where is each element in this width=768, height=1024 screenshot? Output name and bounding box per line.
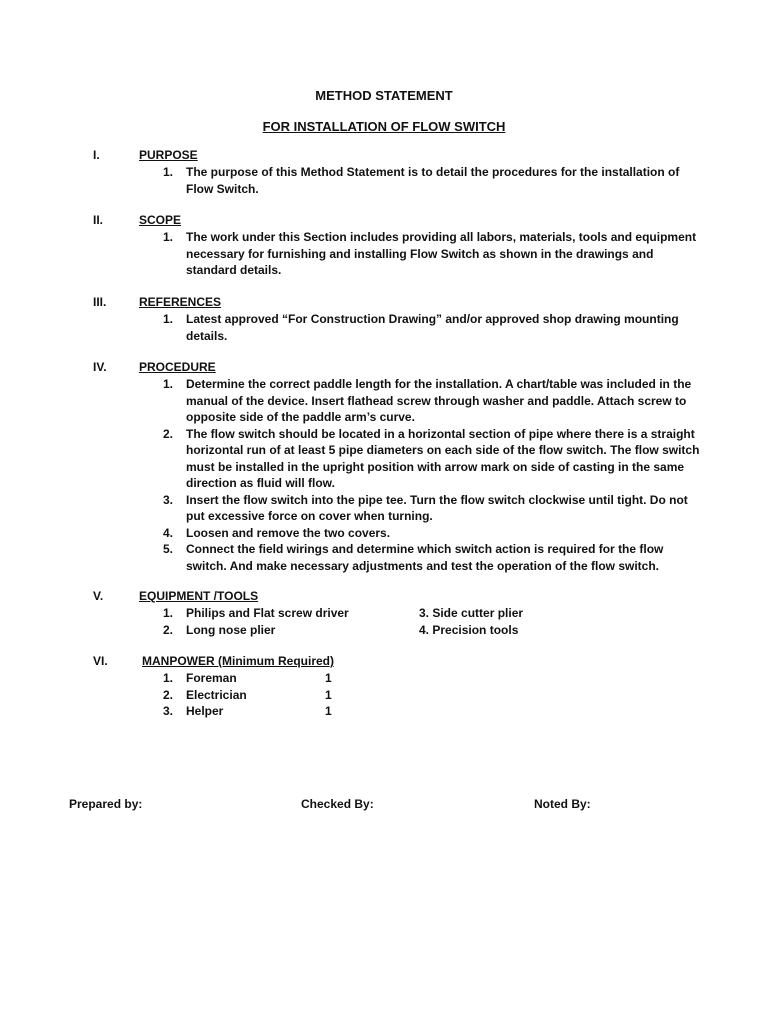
list-item [163, 492, 703, 525]
role-quantity: 1 [325, 671, 332, 685]
item-number: 2. [163, 687, 174, 702]
list-item [163, 525, 703, 542]
list-item [163, 376, 703, 426]
document-title: METHOD STATEMENT [315, 88, 453, 103]
item-number: 2. [163, 426, 174, 441]
section-number: III. [93, 295, 107, 309]
role-name: Helper [186, 704, 224, 718]
prepared-by-label: Prepared by: [69, 797, 143, 811]
role-name: Electrician [186, 687, 247, 702]
section-heading: PROCEDURE [139, 360, 216, 374]
item-text-right: 3. Side cutter plier [419, 606, 524, 620]
list-item [163, 426, 703, 492]
item-number: 1. [163, 377, 174, 391]
item-number: 4. [163, 525, 174, 540]
item-number: 1. [163, 230, 174, 244]
item-text: Latest approved “For Construction Drawing” and/or approved shop drawing mounting details. [186, 312, 679, 343]
checked-by-label: Checked By: [301, 797, 374, 811]
item-text: Long nose plier [186, 622, 276, 637]
list-item [163, 622, 703, 639]
role-name: Foreman [186, 671, 237, 685]
item-number: 5. [163, 542, 174, 556]
section-number: VI. [93, 654, 108, 668]
item-text: Insert the flow switch into the pipe tee. Turn the flow switch clockwise until tight. Do not put excessive force on cover when turning. [186, 492, 688, 523]
item-number: 1. [163, 671, 174, 685]
list-item [163, 541, 703, 574]
section-number: V. [93, 589, 104, 603]
item-text: The flow switch should be located in a horizontal section of pipe where there is a straight horizontal run of at least 5 pipe diameters on each side of the flow switch. The flow switch must be installed in the upright position with arrow mark on side of casting in the same direction as fluid will flow. [186, 426, 700, 490]
item-text: The purpose of this Method Statement is to detail the procedures for the installation of Flow Switch. [186, 165, 680, 196]
item-text: The work under this Section includes providing all labors, materials, tools and equipment necessary for furnishing and installing Flow Switch as shown in the drawings and standard details. [186, 230, 697, 277]
section-number: IV. [93, 360, 107, 374]
item-text: Connect the field wirings and determine which switch action is required for the flow switch. And make necessary adjustments and test the operation of the flow switch. [186, 542, 664, 573]
role-quantity: 1 [325, 704, 332, 718]
item-text: Philips and Flat screw driver [186, 606, 349, 620]
item-number: 1. [163, 312, 174, 326]
item-number: 2. [163, 622, 174, 637]
item-number: 1. [163, 606, 174, 620]
list-item [163, 229, 703, 279]
item-number: 1. [163, 165, 174, 179]
noted-by-label: Noted By: [534, 797, 591, 811]
section-heading: SCOPE [139, 213, 182, 227]
section-heading: MANPOWER (Minimum Required) [142, 654, 334, 668]
document-subtitle: FOR INSTALLATION OF FLOW SWITCH [262, 119, 506, 134]
item-number: 3. [163, 704, 174, 718]
section-number: I. [93, 148, 100, 162]
list-item [163, 703, 703, 720]
list-item [163, 164, 703, 197]
list-item [163, 687, 703, 704]
section-heading: EQUIPMENT /TOOLS [139, 589, 259, 603]
section-heading: PURPOSE [139, 148, 198, 162]
list-item [163, 311, 703, 344]
role-quantity: 1 [325, 687, 332, 702]
item-text: Loosen and remove the two covers. [186, 525, 391, 540]
list-item [163, 605, 703, 622]
item-number: 3. [163, 492, 174, 507]
section-number: II. [93, 213, 104, 227]
section-heading: REFERENCES [139, 295, 222, 309]
item-text: Determine the correct paddle length for the installation. A chart/table was included in the manual of the device. Insert flathead screw through washer and paddle. Attach screw to opposite side of the paddle arm’s curve. [186, 377, 692, 424]
list-item [163, 670, 703, 687]
item-text-right: 4. Precision tools [419, 622, 519, 637]
